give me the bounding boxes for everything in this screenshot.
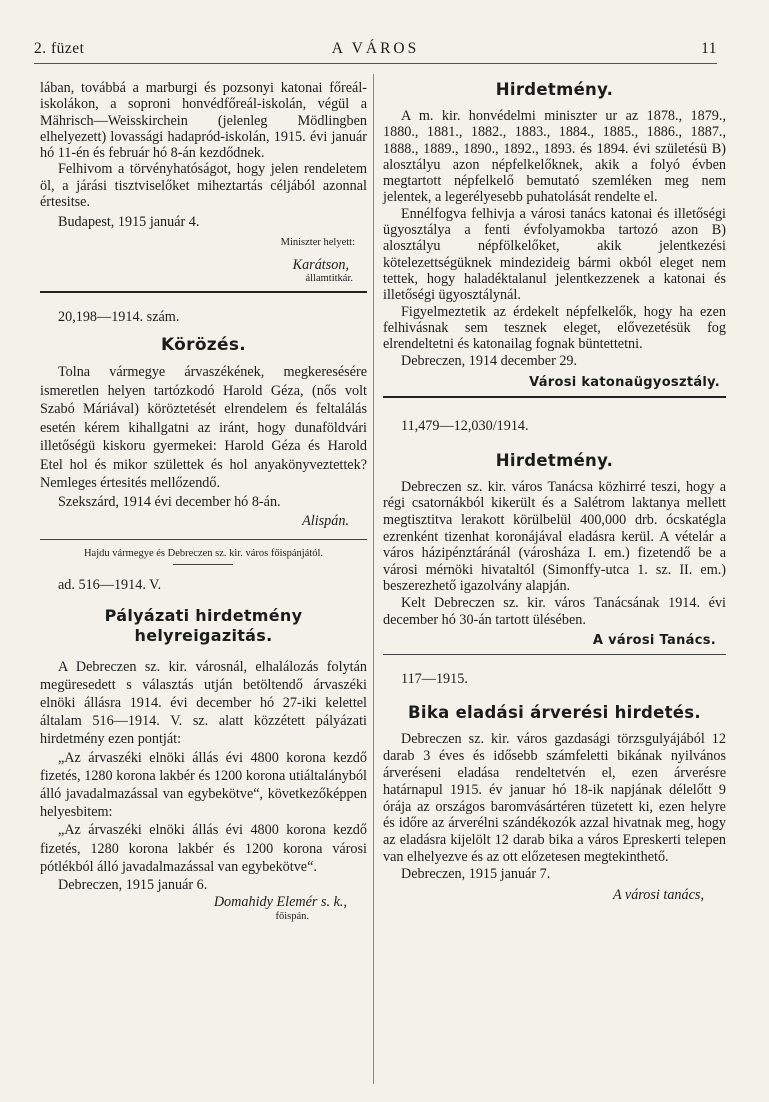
palyazat-place-date: Debreczen, 1915 január 6. [58,877,208,893]
korozes-body: Tolna vármegye árvaszékének, megkeresésére ismeretlen helyen tartózkodó Harold Géza, (nős volt Szabó Máriával) köröztetését elrendelem és feltalálás esetén kérem kihallgatni az iránt, hogy dunaföldvári illetőségü kiskoru gyermekei: Harold Géza és Harold Etel hol és mikor születtek és hol anyakönyveztettek? Nemleges értesités mellőzendő. [40,364,367,492]
hirdetmeny-2-number: 11,479—12,030/1914. [401,418,529,435]
decree-sig-role: Miniszter helyett: [280,236,355,248]
left-column [40,80,367,923]
palyazat-sig-title: főispán. [275,910,309,922]
palyazat-quote-2: „Az árvaszéki elnöki állás évi 4800 korona kezdő fizetés, 1280 korona lakbér és 1200 korona városi pótlékból álló javadalmazással van egybekötve“. [40,822,367,875]
publication-title: A VÁROS [331,40,420,57]
korozes-number: 20,198—1914. szám. [58,308,180,325]
korozes-heading: Körözés. [160,335,247,356]
hirdetmeny-1-place-date: Debreczen, 1914 december 29. [401,353,578,370]
hirdetmeny-2-body: Debreczen sz. kir. város Tanácsa közhirré teszi, hogy a régi csatornákból kikerült és a Salétrom laktanya mellett megtisztitva lerakott körülbelül 400,000 drb. ócskatégla ezrenként tizenhat koronájával eladásra kerül. A vételár a város házipénztáránál (városháza I. em.) fizetendő be a városi mérnöki hivataltól (Simonffy-utca 1. sz. II. em.) beszerezhető igazolvány alapján. [383,478,726,595]
bika-place-date: Debreczen, 1915 január 7. [401,865,551,882]
hirdetmeny-2-signature: A városi Tanács. [592,633,716,649]
korozes-signature: Alispán. [302,513,349,530]
decree-place-date: Budapest, 1915 január 4. [58,214,200,231]
column-divider [373,74,374,1084]
continued-paragraph-2: Felhivom a törvényhatóságot, hogy jelen rendeletem öl, a járási tisztviselőket miheztartás céljából azonnal értesitse. [40,161,367,211]
page-header [34,40,717,64]
bika-number: 117—1915. [401,671,468,688]
hirdetmeny-1-body-1: A m. kir. honvédelmi miniszter ur az 1878., 1879., 1880., 1881., 1882., 1883., 1884., 1885., 1886., 1887., 1888., 1889., 1890., 1892., 1893. és 1894. évi születésü B) alosztályu azon népfelkelőknek, akik a folyó évben megtartott népfelkelő bemutató szemléken meg nem jelentek, a legerélyesebb puhatolását rendelte el. [383,108,726,206]
bika-body: Debreczen sz. kir. város gazdasági törzsgulyájából 12 darab 3 éves és idősebb számfeletti bikának nyilvános árveréseni eladása rendeltetvén el, ezen árverésre határnapul 1915. év januar hó 18-ik napjának délelőtt 9 órája az országos baromvásártéren tüzetett ki, ezen helyre és időre az árverélni szándékozók azzal hivatnak meg, hogy az eladásra kijelölt 12 darab bika a város Epreskerti telepen van elhelyezve és az ott előzetesen megtekinthető. [383,731,726,865]
hirdetmeny-2-kelt: Kelt Debreczen sz. kir. város Tanácsának 1914. évi december hó 30-án tartott ülésében. [383,594,726,628]
palyazat-number: ad. 516—1914. V. [58,577,162,594]
hirdetmeny-1-body-2: Ennélfogva felhivja a városi tanács katonai és illetőségi ügyosztálya a fenti évfolyamokba tartozó azon B) alosztályu népfölkelőket, akik jelentkezési kötelezettségüknek mindezideig bármi okból eleget nem tettek, hogy haladéktalanul jelentkezzenek a katonai és illetőségi ügyosztálynál. [383,205,726,304]
page-number: 11 [701,40,717,57]
palyazat-authority: Hajdu vármegye és Debreczen sz. kir. város főispánjától. [83,548,324,560]
decree-sig-title: államtitkár. [305,272,353,284]
right-column [383,80,726,903]
continued-paragraph: lában, továbbá a marburgi és pozsonyi katonai főreál-iskolákon, a soproni honvédfőreál-iskolán, végül a Mährisch—Weisskirchein (jelenleg Mödlingben elhelyezett) lovassági hadapród-iskolán, 1915. évi január hó 11-én és február hó 8-án kezdődnek. [40,80,367,162]
palyazat-quote-1: „Az árvaszéki elnöki állás évi 4800 korona kezdő fizetés, 1280 korona lakbér és 1200 korona utiáltalányból álló javadalmazással van egybekötve“, következőképpen helyesbitem: [40,749,367,821]
palyazat-body: A Debreczen sz. kir. városnál, elhalálozás folytán megüresedett s választás utján betöltendő árvaszéki elnöki állásra 1914. évi december hó 27-iki kelettel általam 516—1914. V. sz. alatt közzétett pályázati hirdetmény ezen pontját: [40,658,367,748]
hirdetmeny-1-signature: Városi katonaügyosztály. [529,375,720,391]
decree-sig-name: Karátson, [292,256,349,273]
hirdetmeny-2-heading: Hirdetmény. [495,450,614,470]
hirdetmeny-1-heading: Hirdetmény. [495,80,614,99]
palyazat-heading: Pályázati hirdetmény helyreigazitás. [104,605,303,645]
header-rule [34,63,717,64]
bika-heading: Bika eladási árverési hirdetés. [407,703,701,723]
bika-signature: A városi tanács, [612,886,704,903]
palyazat-signature: Domahidy Elemér s. k., [213,894,347,911]
korozes-place-date: Szekszárd, 1914 évi december hó 8-án. [58,493,281,510]
issue-label: 2. füzet [34,40,85,57]
hirdetmeny-1-body-3: Figyelmeztetik az érdekelt népfelkelők, hogy ha ezen felhivásnak sem tesznek eleget, elővezetésük fog elrendeltetni és katonailag fognak büntettetni. [383,303,726,353]
